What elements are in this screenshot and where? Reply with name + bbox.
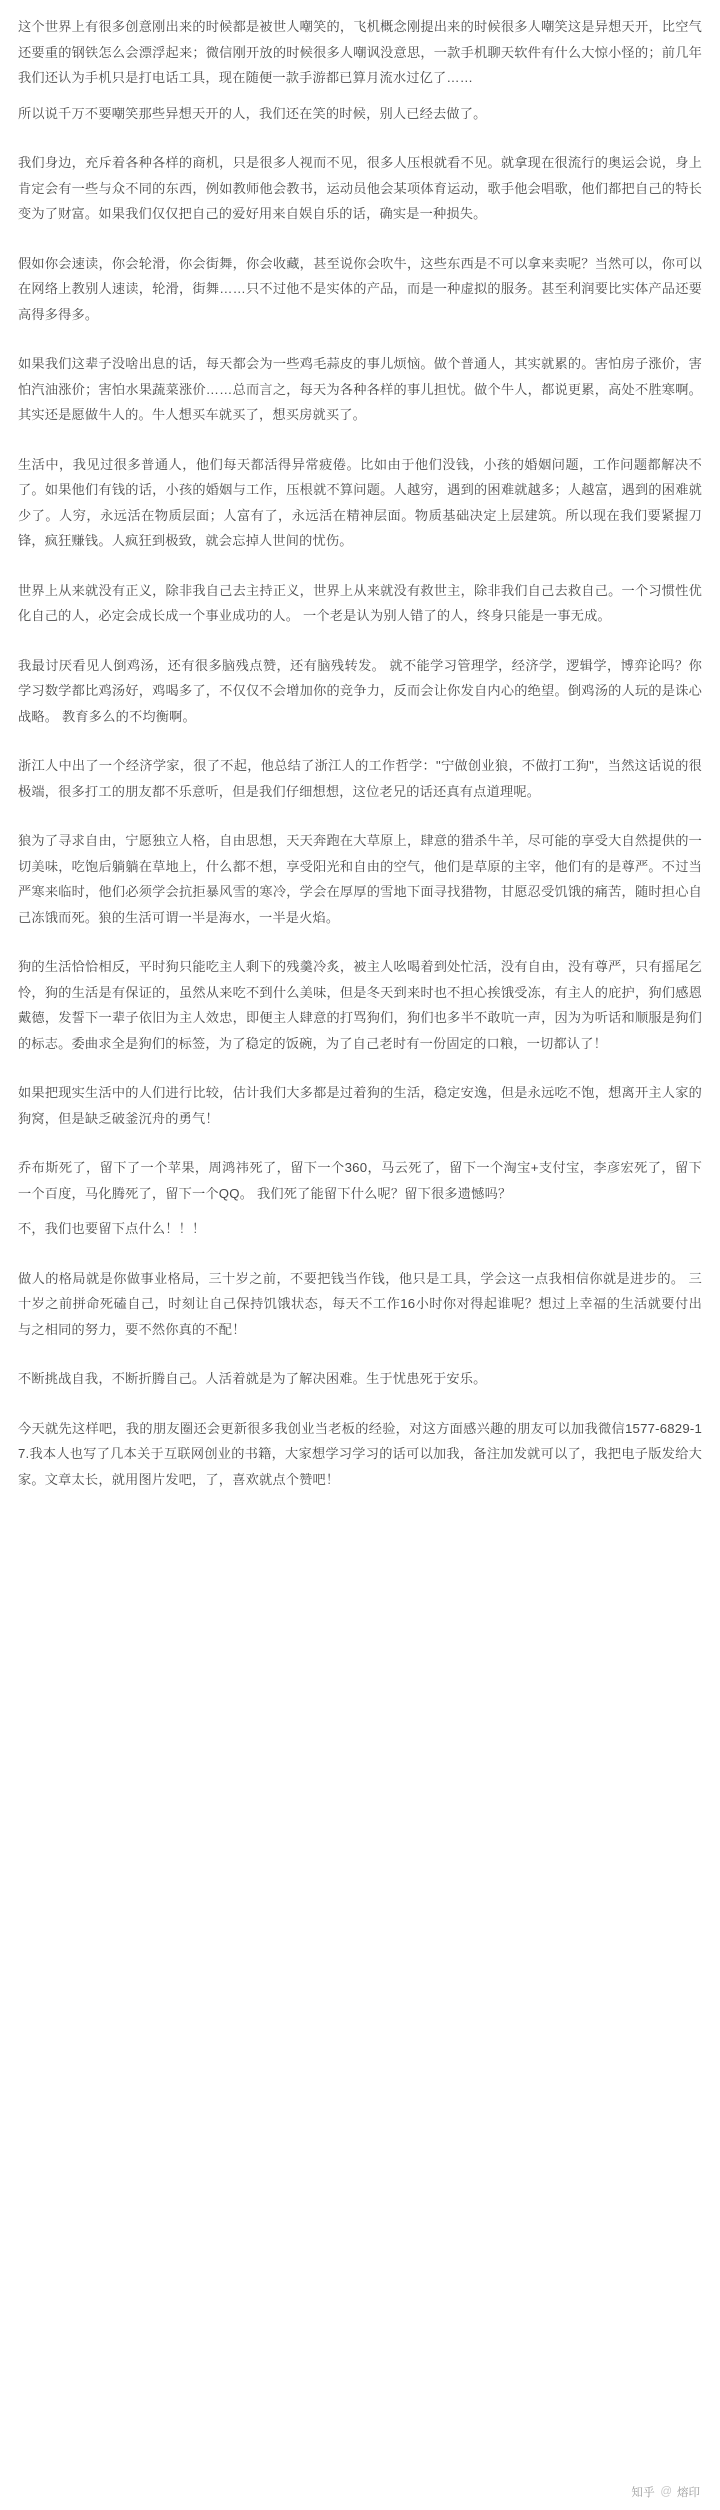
paragraph: 狗的生活恰恰相反，平时狗只能吃主人剩下的残羹冷炙，被主人吆喝着到处忙活，没有自由，没有尊严，只有摇尾乞怜，狗的生活是有保证的，虽然从来吃不到什么美味，但是冬天到来时也不担心挨饿受冻，有主人的庇护，狗们感恩戴德，发誓下一辈子依旧为主人效忠，即便主人肆意的打骂狗们，狗们也多半不敢吭一声，因为为听话和顺服是狗们的标志。委曲求全是狗们的标签，为了稳定的饭碗，为了自己老时有一份固定的口粮，一切都认了！ (18, 959, 702, 1051)
paragraph: 我最讨厌看见人倒鸡汤，还有很多脑残点赞，还有脑残转发。 就不能学习管理学，经济学，逻辑学，博弈论吗？你学习数学都比鸡汤好，鸡喝多了，不仅仅不会增加你的竞争力，反而会让你发自内心的绝望。倒鸡汤的人玩的是诛心战略。 教育多么的不均衡啊。 (18, 657, 702, 724)
paragraph: 今天就先这样吧，我的朋友圈还会更新很多我创业当老板的经验，对这方面感兴趣的朋友可以加我微信1577-6829-17.我本人也写了几本关于互联网创业的书籍，大家想学习学习的话可以加我，备注加发就可以了，我把电子版发给大家。文章太长，就用图片发吧，了，喜欢就点个赞吧！ (18, 1420, 702, 1487)
paragraph: 假如你会速读，你会轮滑，你会街舞，你会收藏，甚至说你会吹牛，这些东西是不可以拿来卖呢？当然可以，你可以在网络上教别人速读，轮滑，街舞……只不过他不是实体的产品，而是一种虚拟的服务。甚至利润要比实体产品还要高得多得多。 (18, 255, 702, 322)
watermark-separator: @ (660, 2486, 672, 2498)
paragraph: 乔布斯死了，留下了一个苹果，周鸿祎死了，留下一个360，马云死了，留下一个淘宝+支付宝，李彦宏死了，留下一个百度，马化腾死了，留下一个QQ。 我们死了能留下什么呢？留下很多遗憾吗？ (18, 1160, 702, 1201)
paragraph: 世界上从来就没有正义，除非我自己去主持正义，世界上从来就没有救世主，除非我们自己去救自己。一个习惯性优化自己的人，必定会成长成一个事业成功的人。 一个老是认为别人错了的人，终身只能是一事无成。 (18, 582, 702, 623)
paragraph: 如果我们这辈子没啥出息的话，每天都会为一些鸡毛蒜皮的事儿烦恼。做个普通人，其实就累的。害怕房子涨价，害怕汽油涨价；害怕水果蔬菜涨价……总而言之，每天为各种各样的事儿担忧。做个牛人，都说更累，高处不胜寒啊。其实还是愿做牛人的。牛人想买车就买了，想买房就买了。 (18, 356, 702, 422)
paragraph: 如果把现实生活中的人们进行比较，估计我们大多都是过着狗的生活，稳定安逸，但是永远吃不饱，想离开主人家的狗窝，但是缺乏破釜沉舟的勇气！ (18, 1085, 702, 1126)
zhihu-logo-icon: 知乎 (631, 2487, 656, 2499)
paragraph: 浙江人中出了一个经济学家，很了不起，他总结了浙江人的工作哲学："宁做创业狼，不做打工狗"，当然这话说的很极端，很多打工的朋友都不乐意听，但是我们仔细想想，这位老兄的话还真有点道理呢。 (18, 758, 702, 799)
paragraph: 狼为了寻求自由，宁愿独立人格，自由思想，天天奔跑在大草原上，肆意的猎杀牛羊，尽可能的享受大自然提供的一切美味，吃饱后躺躺在草地上，什么都不想，享受阳光和自由的空气，他们是草原的主宰，他们有的是尊严。不过当严寒来临时，他们必须学会抗拒暴风雪的寒冷，学会在厚厚的雪地下面寻找猎物，甘愿忍受饥饿的痛苦，随时担心自己冻饿而死。狼的生活可谓一半是海水，一半是火焰。 (18, 833, 702, 925)
paragraph: 这个世界上有很多创意刚出来的时候都是被世人嘲笑的，飞机概念刚提出来的时候很多人嘲笑这是异想天开，比空气还要重的钢铁怎么会漂浮起来；微信刚开放的时候很多人嘲讽没意思，一款手机聊天软件有什么大惊小怪的；前几年我们还认为手机只是打电话工具，现在随便一款手游都已算月流水过亿了…… (18, 19, 702, 85)
article-body (18, 14, 702, 1492)
paragraph: 所以说千万不要嘲笑那些异想天开的人，我们还在笑的时候，别人已经去做了。 (18, 105, 487, 121)
paragraph: 不断挑战自我，不断折腾自己。人活着就是为了解决困难。生于忧患死于安乐。 (18, 1371, 487, 1386)
paragraph: 不，我们也要留下点什么！！！ (18, 1221, 206, 1236)
watermark-author: 熔印 (677, 2487, 700, 2499)
paragraph: 生活中，我见过很多普通人，他们每天都活得异常疲倦。比如由于他们没钱，小孩的婚姻问题，工作问题都解决不了。如果他们有钱的话，小孩的婚姻与工作，压根就不算问题。人越穷，遇到的困难就越多；人越富，遇到的困难就少了。人穷，永远活在物质层面；人富有了，永远活在精神层面。物质基础决定上层建筑。所以现在我们要紧握刀锋，疯狂赚钱。人疯狂到极致，就会忘掉人世间的忧伤。 (18, 456, 702, 548)
paragraph: 做人的格局就是你做事业格局，三十岁之前，不要把钱当作钱，他只是工具，学会这一点我相信你就是进步的。 三十岁之前拼命死磕自己，时刻让自己保持饥饿状态，每天不工作16小时你对得起谁呢？想过上幸福的生活就要付出与之相同的努力，要不然你真的不配！ (18, 1270, 702, 1337)
watermark (631, 2484, 700, 2500)
paragraph: 我们身边，充斥着各种各样的商机，只是很多人视而不见，很多人压根就看不见。就拿现在很流行的奥运会说，身上肯定会有一些与众不同的东西，例如教师他会教书，运动员他会某项体育运动，歌手他会唱歌，他们都把自己的特长变为了财富。如果我们仅仅把自己的爱好用来自娱自乐的话，确实是一种损失。 (18, 155, 702, 221)
